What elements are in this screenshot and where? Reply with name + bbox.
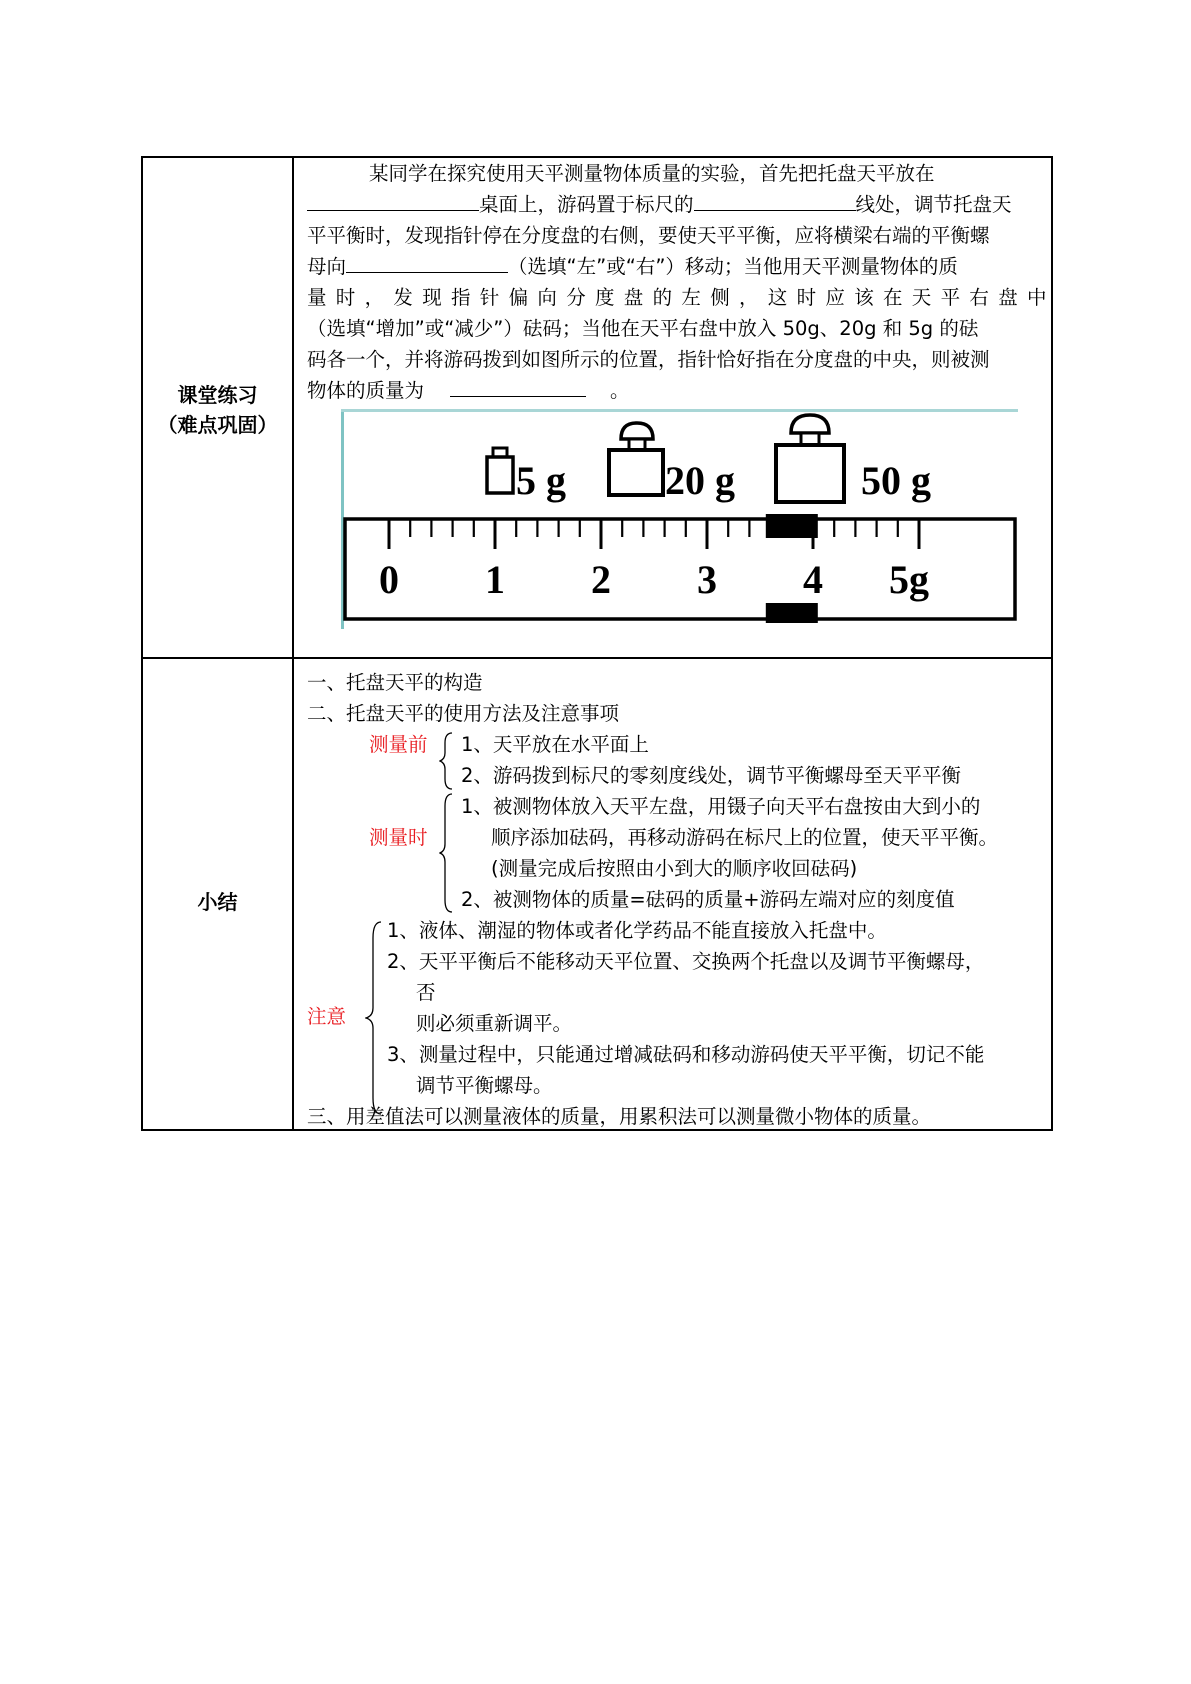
notice-item-3a: 3、测量过程中，只能通过增减砝码和移动游码使天平平衡，切记不能	[387, 1043, 985, 1066]
exercise-line-8: 物体的质量为 。	[307, 375, 630, 406]
answer-blank-4[interactable]	[450, 376, 586, 397]
ruler-number-3: 3	[697, 557, 717, 602]
during-measure-title: 测量时	[369, 826, 428, 849]
summary-point-3: 三、用差值法可以测量液体的质量，用累积法可以测量微小物体的质量。	[307, 1105, 932, 1128]
answer-blank-2[interactable]	[694, 190, 856, 211]
during-item-2: 2、被测物体的质量=砝码的质量+游码左端对应的刻度值	[461, 888, 955, 911]
notice-item-2b: 否	[416, 981, 436, 1004]
notice-item-2a: 2、天平平衡后不能移动天平位置、交换两个托盘以及调节平衡螺母，	[387, 950, 985, 973]
ruler-number-2: 2	[591, 557, 611, 602]
content-table	[141, 156, 1056, 1131]
summary-point-1: 一、托盘天平的构造	[307, 671, 483, 694]
before-item-1: 1、天平放在水平面上	[461, 733, 649, 756]
exercise-label: 课堂练习	[177, 383, 258, 407]
answer-blank-3[interactable]	[346, 252, 508, 273]
weight-50g-label: 50 g	[861, 458, 931, 503]
answer-blank-1[interactable]	[307, 190, 479, 211]
exercise-line-5: 量时，发现指针偏向分度盘的左侧，这时应该在天平右盘中	[307, 286, 1056, 309]
exercise-line-4: 母向 （选填“左”或“右”）移动；当他用天平测量物体的质	[307, 251, 958, 282]
exercise-sublabel: （难点巩固）	[157, 413, 278, 437]
summary-label: 小结	[197, 890, 238, 914]
ruler-number-4: 4	[803, 557, 823, 602]
exercise-line-2: 桌面上，游码置于标尺的 线处，调节托盘天	[307, 189, 1012, 220]
ruler-number-0: 0	[379, 557, 399, 602]
notice-item-3b: 调节平衡螺母。	[416, 1074, 553, 1097]
before-item-2: 2、游码拨到标尺的零刻度线处，调节平衡螺母至天平平衡	[461, 764, 961, 787]
weight-5g-label: 5 g	[516, 458, 566, 503]
rider-bottom[interactable]	[766, 603, 818, 623]
during-brace	[439, 792, 455, 914]
before-brace	[439, 731, 455, 791]
exercise-line-7: 码各一个，并将游码拨到如图所示的位置，指针恰好指在分度盘的中央，则被测	[307, 348, 990, 371]
during-item-1a: 1、被测物体放入天平左盘，用镊子向天平右盘按由大到小的	[461, 795, 981, 818]
notice-brace	[365, 920, 383, 1116]
during-item-1c: (测量完成后按照由小到大的顺序收回砝码)	[491, 857, 858, 880]
exercise-line-1: 某同学在探究使用天平测量物体质量的实验，首先把托盘天平放在	[369, 162, 935, 185]
ruler-number-5g: 5g	[889, 557, 929, 602]
rider-top[interactable]	[766, 514, 818, 538]
ruler-number-1: 1	[485, 557, 505, 602]
row-divider	[143, 657, 1051, 659]
before-measure-title: 测量前	[369, 733, 428, 756]
column-divider	[292, 158, 294, 1129]
exercise-line-3: 平平衡时，发现指针停在分度盘的右侧，要使天平平衡，应将横梁右端的平衡螺	[307, 224, 990, 247]
summary-point-2: 二、托盘天平的使用方法及注意事项	[307, 702, 620, 725]
notice-title: 注意	[307, 1005, 347, 1028]
exercise-line-6: （选填“增加”或“减少”）砝码；当他在天平右盘中放入 50g、20g 和 5g 的砝	[307, 317, 979, 340]
balance-scale-figure	[341, 409, 1018, 629]
notice-item-1: 1、液体、潮湿的物体或者化学药品不能直接放入托盘中。	[387, 919, 887, 942]
weight-20g-label: 20 g	[665, 458, 735, 503]
during-item-1b: 顺序添加砝码，再移动游码在标尺上的位置，使天平平衡。	[491, 826, 999, 849]
notice-item-2c: 则必须重新调平。	[416, 1012, 573, 1035]
